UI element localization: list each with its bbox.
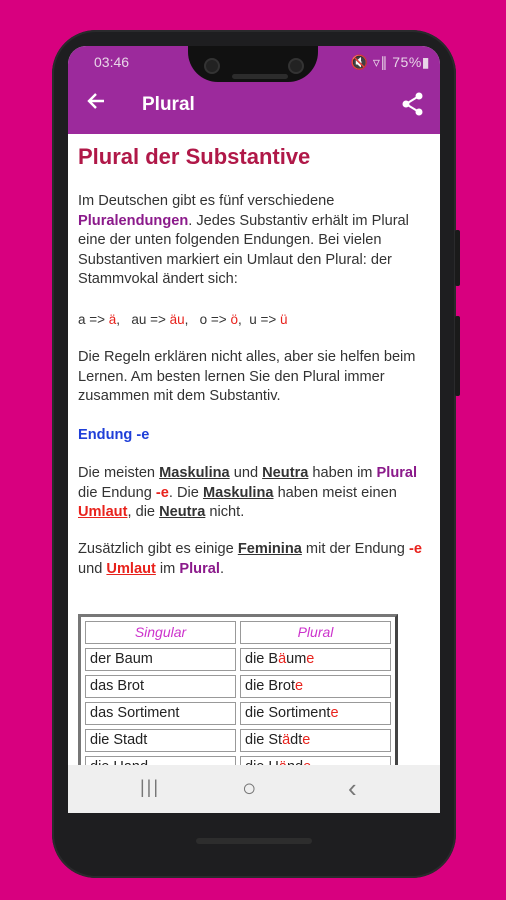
text: im <box>155 560 180 577</box>
plural-ending: e <box>306 651 315 667</box>
plural-table <box>78 614 398 786</box>
singular-cell: das Sortiment <box>85 702 236 725</box>
header-singular: Singular <box>85 621 236 644</box>
singular-cell: das Brot <box>85 675 236 698</box>
umlaut-ae: ä <box>108 312 117 327</box>
table-row <box>83 700 393 727</box>
plural-ending: e <box>294 678 304 694</box>
singular-cell: die Stadt <box>85 729 236 752</box>
plural-umlaut: ä <box>282 732 291 748</box>
text: Die meisten <box>78 465 160 481</box>
bottom-speaker <box>196 838 312 844</box>
singular-cell: der Baum <box>85 648 236 671</box>
header-plural: Plural <box>240 621 391 644</box>
recents-icon[interactable]: ||| <box>140 777 161 797</box>
table-row <box>83 646 393 673</box>
screen <box>68 46 440 812</box>
plural-cell <box>240 729 391 752</box>
text: . Die <box>168 484 203 501</box>
umlaut-ue: ü <box>280 312 288 327</box>
article-content <box>78 144 430 748</box>
text: und <box>229 465 263 481</box>
ending-e: -e <box>155 484 169 501</box>
status-time: 03:46 <box>94 54 130 70</box>
home-icon[interactable]: ○ <box>242 775 257 802</box>
plural-stem: dt <box>290 732 303 748</box>
volume-button <box>455 230 460 286</box>
table-row <box>83 727 393 754</box>
back-nav-icon[interactable]: ‹ <box>348 773 357 803</box>
power-button <box>455 316 460 396</box>
umlaut-line: a => ä, au => äu, o => ö, u => ü <box>78 312 288 327</box>
para-2 <box>78 540 423 579</box>
intro-paragraph <box>78 192 423 290</box>
neutra-link[interactable]: Neutra <box>159 504 206 520</box>
umlaut-link[interactable]: Umlaut <box>106 560 156 577</box>
text: haben im <box>308 465 377 481</box>
text: . <box>219 560 225 577</box>
umlaut-aeu: äu <box>169 312 185 327</box>
sensor-icon <box>288 58 304 74</box>
share-icon[interactable] <box>402 92 424 121</box>
plural-term: Plural <box>376 465 418 481</box>
plural-ending: e <box>302 732 311 748</box>
umlaut-a: a => <box>78 312 109 327</box>
plural-cell <box>240 702 391 725</box>
intro-text: Im Deutschen gibt es fünf verschiedene <box>78 193 335 209</box>
plural-stem: die St <box>245 732 283 748</box>
text: die Endung <box>78 484 156 501</box>
rules-paragraph: Die Regeln erklären nicht alles, aber sie helfen beim Lernen. Am besten lernen Sie den Plural immer zusammen mit dem Substantiv. <box>78 349 416 404</box>
maskulina-link[interactable]: Maskulina <box>159 465 230 481</box>
arrow-left-icon[interactable] <box>86 91 106 117</box>
text: nicht. <box>205 504 245 520</box>
plural-endings-link[interactable]: Pluralendungen <box>78 212 189 229</box>
section-title: Endung -e <box>78 427 150 443</box>
plural-term: Plural <box>179 560 220 577</box>
plural-cell <box>240 648 391 671</box>
status-icons: 🔇 ▿∥ 75%▮ <box>350 54 430 70</box>
umlaut-u: u => <box>249 312 280 327</box>
maskulina-link[interactable]: Maskulina <box>202 484 274 501</box>
umlaut-au: au => <box>131 312 170 327</box>
plural-stem: um <box>286 651 307 667</box>
para-1 <box>78 464 423 523</box>
umlaut-oe: ö <box>230 312 238 327</box>
table-header-row <box>83 619 393 646</box>
text: und <box>78 560 107 577</box>
plural-ending: e <box>330 705 339 721</box>
plural-stem: die Sortiment <box>245 705 331 721</box>
plural-stem: die Brot <box>245 678 295 694</box>
earpiece <box>232 74 288 79</box>
neutra-link[interactable]: Neutra <box>262 465 309 481</box>
text: , die <box>127 504 160 520</box>
text: Zusätzlich gibt es einige <box>78 541 238 557</box>
page-title: Plural <box>142 94 195 115</box>
umlaut-o: o => <box>199 312 231 327</box>
text: haben meist einen <box>273 484 397 501</box>
app-bar <box>68 76 440 134</box>
table-row <box>83 673 393 700</box>
feminina-link[interactable]: Feminina <box>237 541 302 557</box>
plural-stem: die B <box>245 651 279 667</box>
front-camera-icon <box>204 58 220 74</box>
article-heading: Plural der Substantive <box>78 144 311 169</box>
intro-rest: . Jedes Substantiv erhält im Plural eine der unten folgenden Endungen. Bei vielen Substantiven markiert ein Umlaut den Plural: der Stammvokal ändert sich: <box>78 212 409 287</box>
ending-e: -e <box>408 541 422 557</box>
umlaut-link[interactable]: Umlaut <box>78 504 128 520</box>
plural-cell <box>240 675 391 698</box>
text: mit der Endung <box>301 541 409 557</box>
system-nav-bar <box>68 765 440 813</box>
camera-notch <box>188 46 318 82</box>
plural-umlaut: ä <box>278 651 287 667</box>
